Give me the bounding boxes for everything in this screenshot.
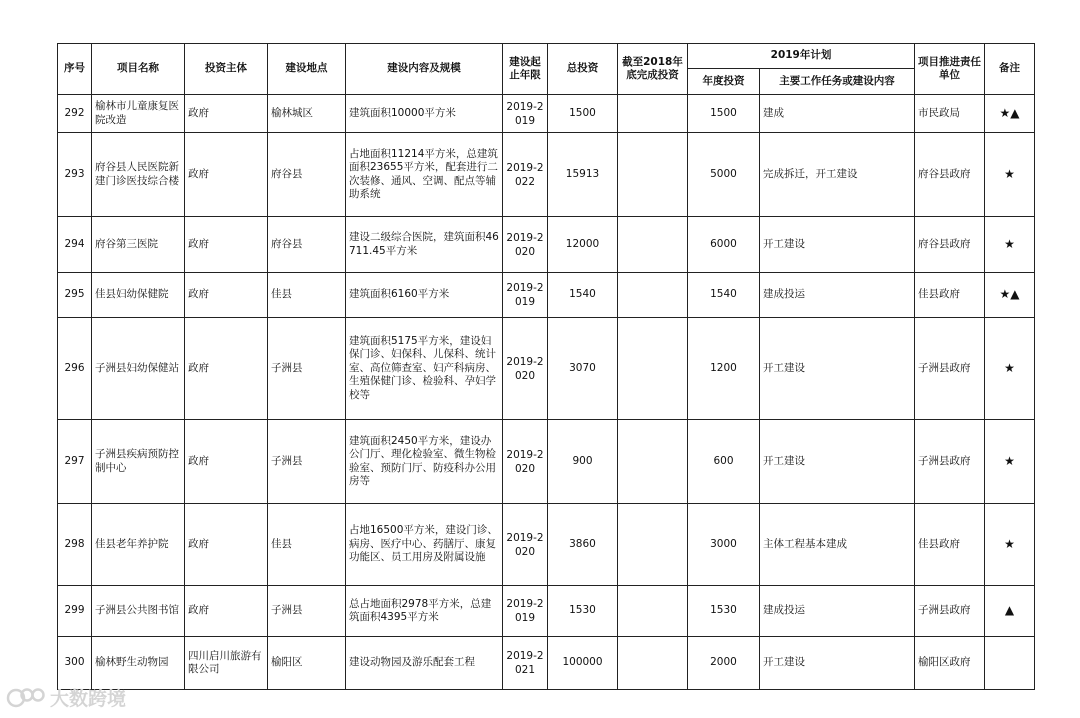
cell-total: 1540	[548, 273, 618, 318]
cell-name: 佳县老年养护院	[92, 504, 185, 586]
cell-investor: 政府	[185, 318, 268, 420]
cell-name: 榆林野生动物园	[92, 637, 185, 690]
cell-unit: 市民政局	[915, 95, 985, 133]
header-investor: 投资主体	[185, 44, 268, 95]
table-body	[58, 95, 1035, 690]
cell-unit: 佳县政府	[915, 504, 985, 586]
cell-content: 建筑面积6160平方米	[346, 273, 503, 318]
header-period: 建设起止年限	[503, 44, 548, 95]
table-row	[58, 504, 1035, 586]
cell-name: 佳县妇幼保健院	[92, 273, 185, 318]
table-row	[58, 133, 1035, 217]
header-name: 项目名称	[92, 44, 185, 95]
project-table	[57, 43, 1035, 690]
cell-annual: 1500	[688, 95, 760, 133]
cell-tasks: 主体工程基本建成	[760, 504, 915, 586]
cell-seq: 295	[58, 273, 92, 318]
header-content: 建设内容及规模	[346, 44, 503, 95]
cell-period: 2019-2020	[503, 318, 548, 420]
cell-done2018	[618, 133, 688, 217]
cell-total: 1530	[548, 586, 618, 637]
table-row	[58, 586, 1035, 637]
header-note: 备注	[985, 44, 1035, 95]
table-row	[58, 273, 1035, 318]
cell-unit: 府谷县政府	[915, 217, 985, 273]
header-annual: 年度投资	[688, 69, 760, 95]
cell-period: 2019-2019	[503, 273, 548, 318]
cell-location: 府谷县	[268, 133, 346, 217]
cell-name: 子洲县妇幼保健站	[92, 318, 185, 420]
cell-note: ★	[985, 420, 1035, 504]
cell-investor: 政府	[185, 504, 268, 586]
cell-note: ★▲	[985, 273, 1035, 318]
cell-total: 15913	[548, 133, 618, 217]
table-row	[58, 420, 1035, 504]
cell-name: 府谷第三医院	[92, 217, 185, 273]
table-row	[58, 217, 1035, 273]
cell-unit: 子洲县政府	[915, 420, 985, 504]
cell-total: 900	[548, 420, 618, 504]
cell-total: 100000	[548, 637, 618, 690]
cell-total: 3860	[548, 504, 618, 586]
cell-note: ★	[985, 217, 1035, 273]
cell-annual: 6000	[688, 217, 760, 273]
cell-annual: 2000	[688, 637, 760, 690]
cell-annual: 1530	[688, 586, 760, 637]
cell-annual: 600	[688, 420, 760, 504]
cell-note: ▲	[985, 586, 1035, 637]
cell-investor: 政府	[185, 133, 268, 217]
watermark-logo-icon	[6, 687, 46, 709]
cell-note: ★	[985, 318, 1035, 420]
cell-tasks: 开工建设	[760, 637, 915, 690]
cell-name: 府谷县人民医院新建门诊医技综合楼	[92, 133, 185, 217]
cell-investor: 四川启川旅游有限公司	[185, 637, 268, 690]
cell-annual: 1540	[688, 273, 760, 318]
cell-name: 子洲县公共图书馆	[92, 586, 185, 637]
table-row	[58, 318, 1035, 420]
cell-content: 建筑面积2450平方米，建设办公门厅、理化检验室、微生物检验室、预防门厅、防疫科办公用房等	[346, 420, 503, 504]
header-unit: 项目推进责任单位	[915, 44, 985, 95]
cell-done2018	[618, 95, 688, 133]
cell-annual: 3000	[688, 504, 760, 586]
cell-content: 占地面积11214平方米，总建筑面积23655平方米，配套进行二次装修、通风、空调、配点等辅助系统	[346, 133, 503, 217]
cell-seq: 294	[58, 217, 92, 273]
cell-unit: 佳县政府	[915, 273, 985, 318]
cell-seq: 293	[58, 133, 92, 217]
cell-done2018	[618, 586, 688, 637]
cell-period: 2019-2020	[503, 420, 548, 504]
table-row	[58, 637, 1035, 690]
header-seq: 序号	[58, 44, 92, 95]
cell-period: 2019-2020	[503, 217, 548, 273]
cell-total: 12000	[548, 217, 618, 273]
cell-investor: 政府	[185, 420, 268, 504]
cell-unit: 子洲县政府	[915, 586, 985, 637]
cell-tasks: 开工建设	[760, 217, 915, 273]
watermark	[6, 684, 126, 711]
header-done2018: 截至2018年底完成投资	[618, 44, 688, 95]
cell-location: 佳县	[268, 273, 346, 318]
cell-content: 总占地面积2978平方米，总建筑面积4395平方米	[346, 586, 503, 637]
cell-investor: 政府	[185, 95, 268, 133]
cell-location: 子洲县	[268, 586, 346, 637]
cell-done2018	[618, 420, 688, 504]
cell-seq: 296	[58, 318, 92, 420]
cell-note	[985, 637, 1035, 690]
cell-location: 府谷县	[268, 217, 346, 273]
cell-period: 2019-2019	[503, 586, 548, 637]
cell-period: 2019-2019	[503, 95, 548, 133]
cell-total: 3070	[548, 318, 618, 420]
cell-note: ★▲	[985, 95, 1035, 133]
header-tasks: 主要工作任务或建设内容	[760, 69, 915, 95]
cell-done2018	[618, 217, 688, 273]
cell-tasks: 完成拆迁，开工建设	[760, 133, 915, 217]
cell-location: 子洲县	[268, 420, 346, 504]
cell-note: ★	[985, 133, 1035, 217]
cell-content: 占地16500平方米，建设门诊、病房、医疗中心、药膳厅、康复功能区、员工用房及附属设施	[346, 504, 503, 586]
watermark-text: 大数跨境	[50, 688, 127, 710]
cell-seq: 299	[58, 586, 92, 637]
cell-tasks: 建成投运	[760, 586, 915, 637]
header-total: 总投资	[548, 44, 618, 95]
cell-done2018	[618, 318, 688, 420]
cell-annual: 1200	[688, 318, 760, 420]
cell-period: 2019-2021	[503, 637, 548, 690]
cell-seq: 297	[58, 420, 92, 504]
cell-annual: 5000	[688, 133, 760, 217]
cell-content: 建筑面积10000平方米	[346, 95, 503, 133]
cell-tasks: 开工建设	[760, 420, 915, 504]
header-plan2019: 2019年计划	[688, 44, 915, 69]
cell-location: 子洲县	[268, 318, 346, 420]
table-row	[58, 95, 1035, 133]
cell-total: 1500	[548, 95, 618, 133]
cell-period: 2019-2020	[503, 504, 548, 586]
cell-seq: 300	[58, 637, 92, 690]
cell-seq: 292	[58, 95, 92, 133]
cell-content: 建设二级综合医院，建筑面积46711.45平方米	[346, 217, 503, 273]
cell-seq: 298	[58, 504, 92, 586]
cell-location: 榆林城区	[268, 95, 346, 133]
cell-unit: 子洲县政府	[915, 318, 985, 420]
cell-done2018	[618, 637, 688, 690]
cell-name: 子洲县疾病预防控制中心	[92, 420, 185, 504]
cell-period: 2019-2022	[503, 133, 548, 217]
cell-investor: 政府	[185, 217, 268, 273]
cell-content: 建筑面积5175平方米，建设妇保门诊、妇保科、儿保科、统计室、高位筛查室、妇产科病房、生殖保健门诊、检验科、孕妇学校等	[346, 318, 503, 420]
cell-done2018	[618, 273, 688, 318]
cell-tasks: 建成投运	[760, 273, 915, 318]
cell-done2018	[618, 504, 688, 586]
cell-location: 佳县	[268, 504, 346, 586]
cell-content: 建设动物园及游乐配套工程	[346, 637, 503, 690]
cell-unit: 榆阳区政府	[915, 637, 985, 690]
cell-investor: 政府	[185, 586, 268, 637]
header-location: 建设地点	[268, 44, 346, 95]
cell-unit: 府谷县政府	[915, 133, 985, 217]
cell-tasks: 建成	[760, 95, 915, 133]
cell-investor: 政府	[185, 273, 268, 318]
cell-name: 榆林市儿童康复医院改造	[92, 95, 185, 133]
cell-tasks: 开工建设	[760, 318, 915, 420]
cell-note: ★	[985, 504, 1035, 586]
cell-location: 榆阳区	[268, 637, 346, 690]
